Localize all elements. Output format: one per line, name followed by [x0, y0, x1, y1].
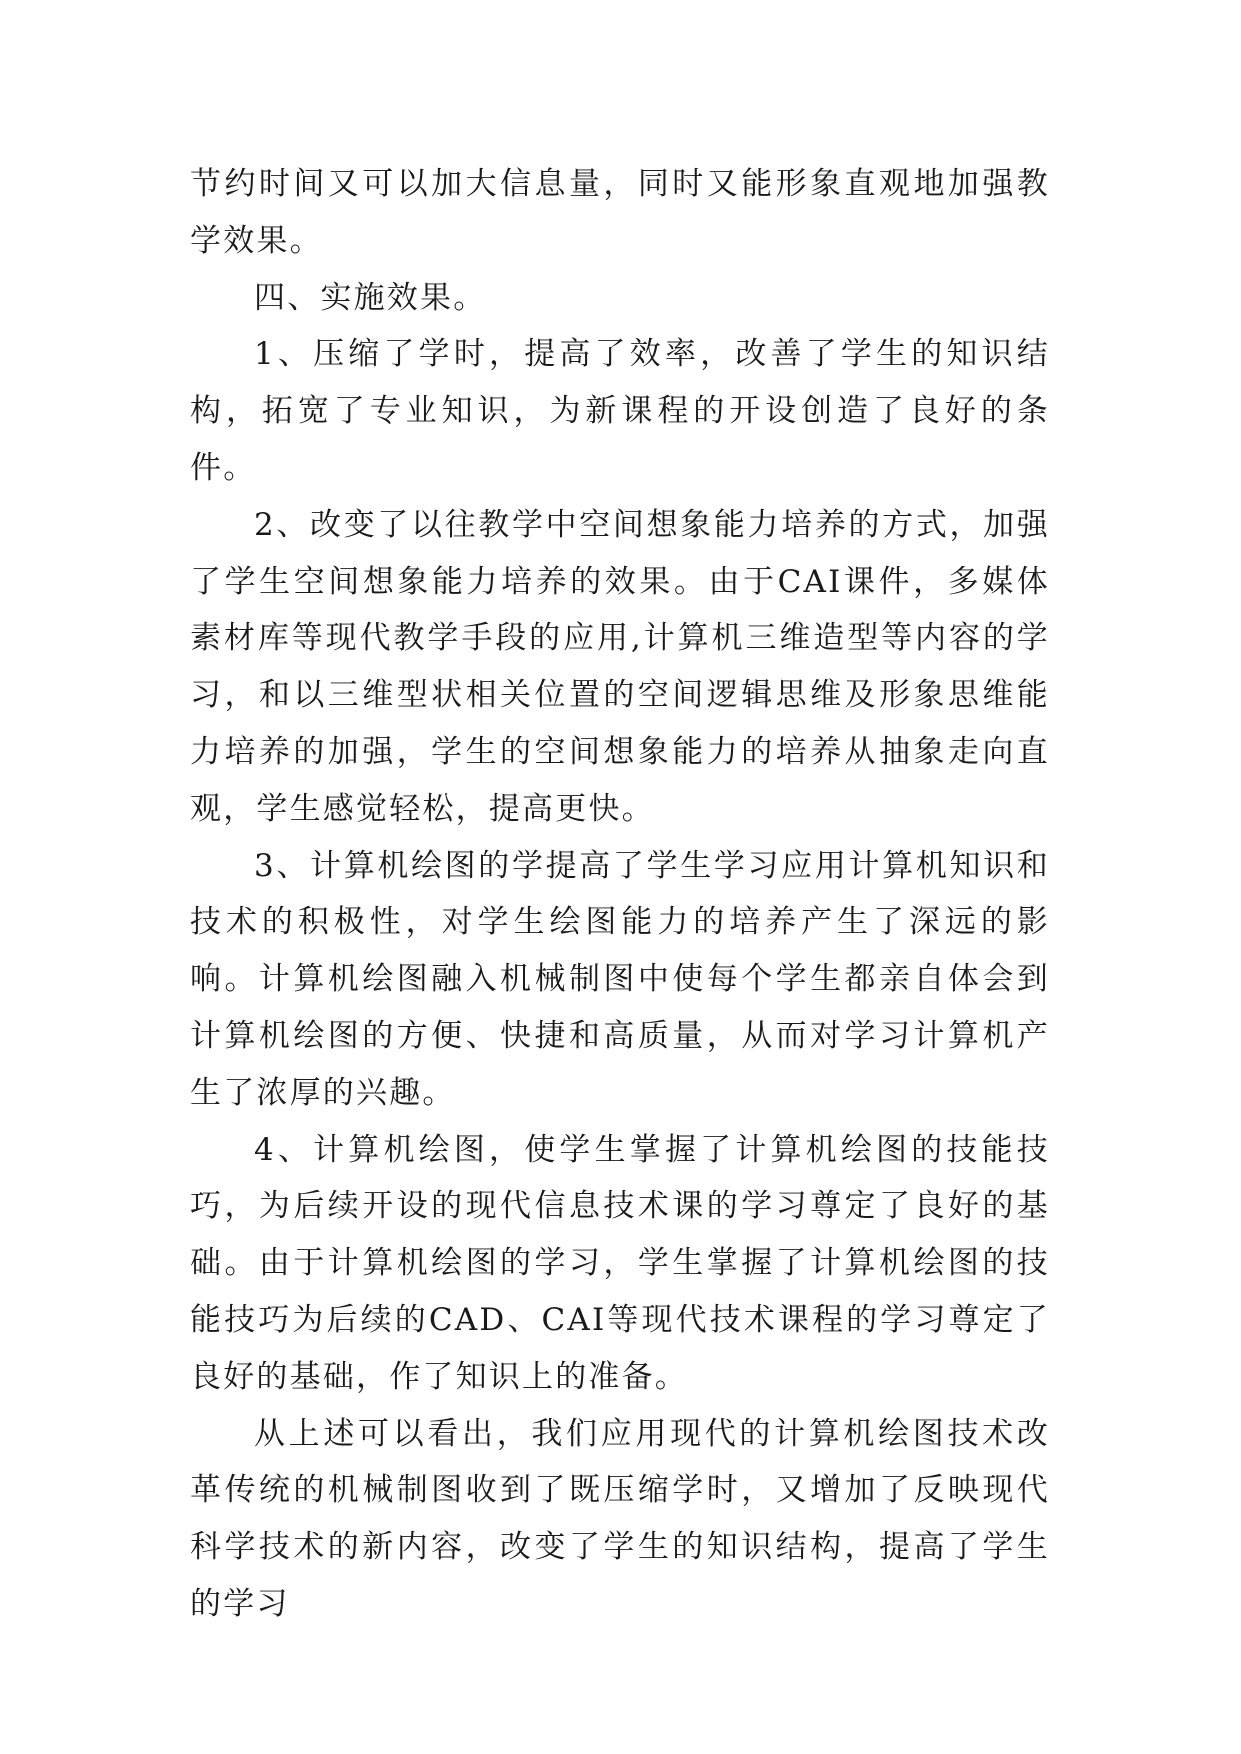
paragraph-item-1: 1、压缩了学时，提高了效率，改善了学生的知识结构，拓宽了专业知识，为新课程的开设创造了良好的条件。: [190, 336, 1050, 486]
paragraph-item-3: 3、计算机绘图的学提高了学生学习应用计算机知识和技术的积极性，对学生绘图能力的培养产生了深远的影响。计算机绘图融入机械制图中使每个学生都亲自体会到计算机绘图的方便、快捷和高质量，从而对学习计算机产生了浓厚的兴趣。: [190, 847, 1050, 1111]
paragraph-continuation: 节约时间又可以加大信息量，同时又能形象直观地加强教学效果。: [190, 166, 1050, 259]
paragraph-item-4: 4、计算机绘图，使学生掌握了计算机绘图的技能技巧，为后续开设的现代信息技术课的学习尊定了良好的基础。由于计算机绘图的学习，学生掌握了计算机绘图的技能技巧为后续的CAD、CAI等现代技术课程的学习尊定了良好的基础，作了知识上的准备。: [190, 1131, 1050, 1395]
body-text: [190, 156, 1050, 1633]
paragraph-item-2: 2、改变了以往教学中空间想象能力培养的方式，加强了学生空间想象能力培养的效果。由于CAI课件，多媒体素材库等现代教学手段的应用,计算机三维造型等内容的学习，和以三维型状相关位置的空间逻辑思维及形象思维能力培养的加强，学生的空间想象能力的培养从抽象走向直观，学生感觉轻松，提高更快。: [190, 506, 1050, 827]
section-heading: 四、实施效果。: [254, 279, 487, 316]
paragraph-summary: 从上述可以看出，我们应用现代的计算机绘图技术改革传统的机械制图收到了既压缩学时，又增加了反映现代科学技术的新内容，改变了学生的知识结构，提高了学生的学习: [190, 1415, 1050, 1622]
